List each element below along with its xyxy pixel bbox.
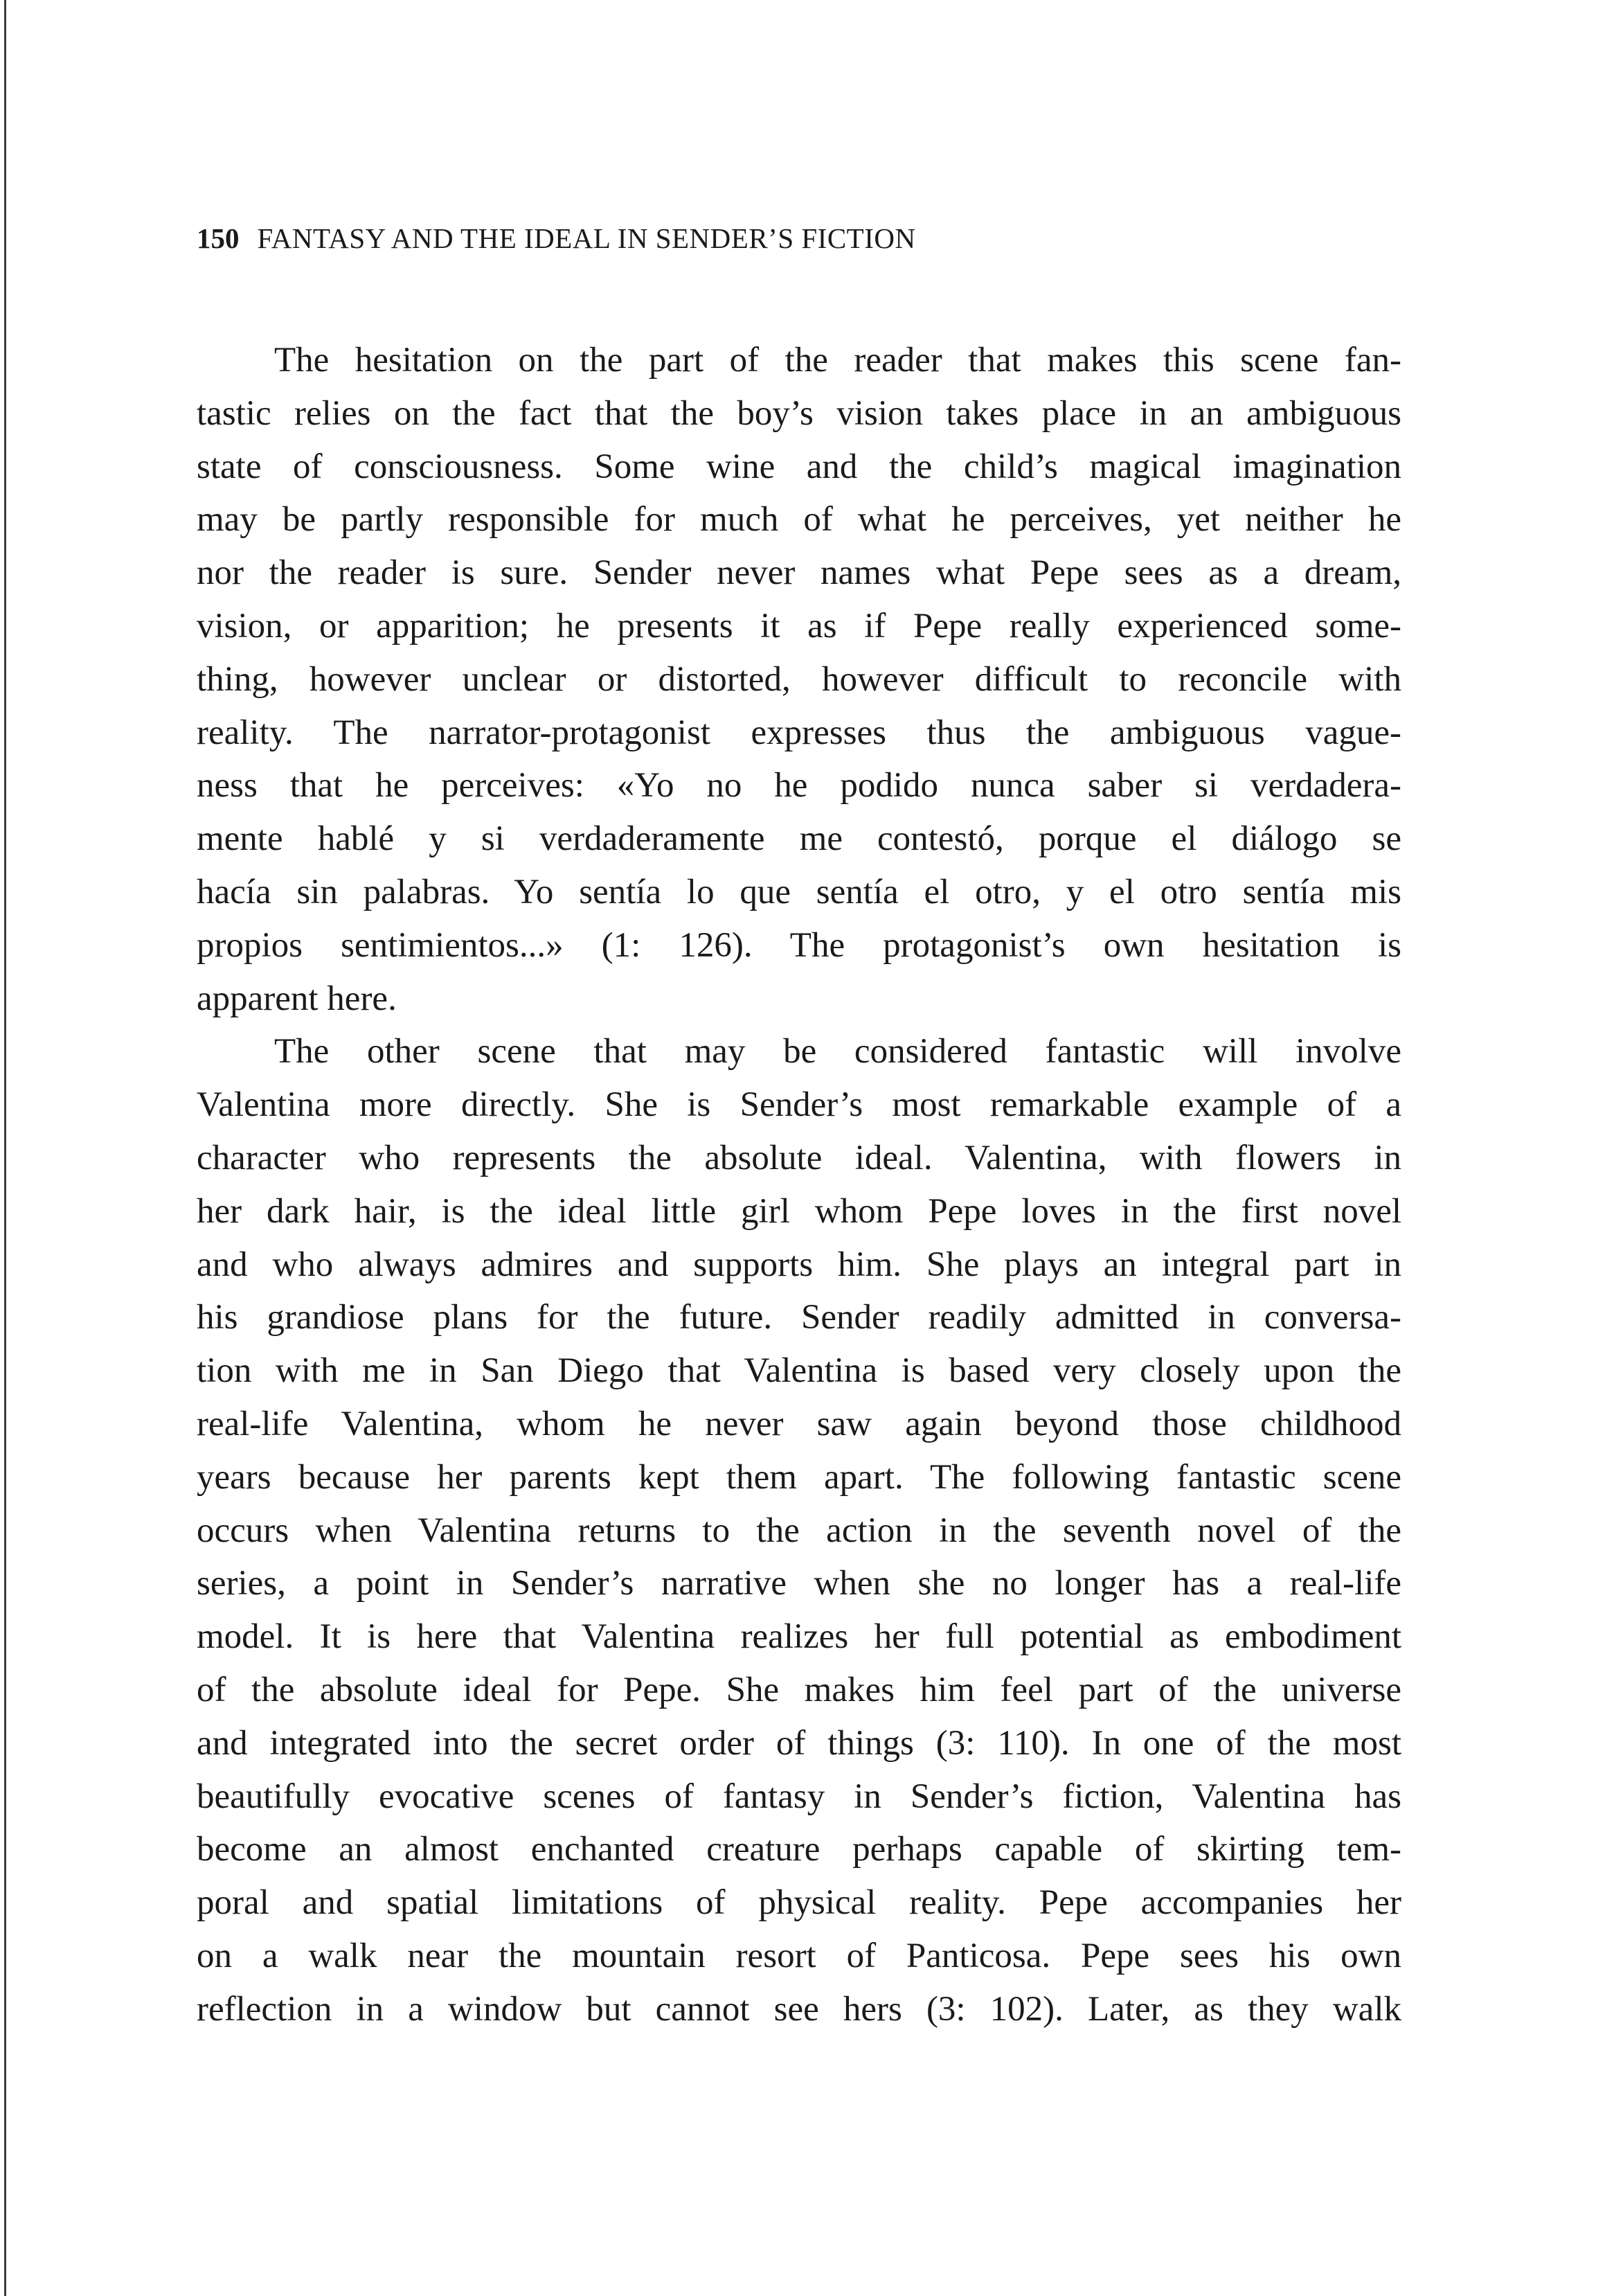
text-line: poral and spatial limitations of physical reality. Pepe accompanies her (197, 1883, 1401, 1923)
running-title: FANTASY AND THE IDEAL IN SENDER’S FICTION (257, 222, 916, 254)
text-line: and integrated into the secret order of things (3: 110). In one of the most (197, 1723, 1401, 1763)
text-line: ness that he perceives: «Yo no he podido nunca saber si verdadera- (197, 766, 1401, 806)
text-line: her dark hair, is the ideal little girl whom Pepe loves in the first novel (197, 1191, 1401, 1231)
text-line: his grandiose plans for the future. Sender readily admitted in conversa- (197, 1298, 1401, 1337)
text-line: reflection in a window but cannot see hers (3: 102). Later, as they walk (197, 1989, 1401, 2029)
text-line: real-life Valentina, whom he never saw again beyond those childhood (197, 1404, 1401, 1443)
running-head (197, 220, 916, 256)
text-line: mente hablé y si verdaderamente me contestó, porque el diálogo se (197, 819, 1401, 859)
text-line: and who always admires and supports him. She plays an integral part in (197, 1245, 1401, 1284)
scan-edge-line (4, 0, 6, 2296)
text-line: become an almost enchanted creature perhaps capable of skirting tem- (197, 1830, 1401, 1869)
text-line: years because her parents kept them apart. The following fantastic scene (197, 1457, 1401, 1497)
text-line: vision, or apparition; he presents it as if Pepe really experienced some- (197, 606, 1401, 646)
text-line: The hesitation on the part of the reader that makes this scene fan- (274, 341, 1401, 380)
text-line: may be partly responsible for much of what he perceives, yet neither he (197, 500, 1401, 540)
text-line: Valentina more directly. She is Sender’s most remarkable example of a (197, 1085, 1401, 1125)
text-line: hacía sin palabras. Yo sentía lo que sentía el otro, y el otro sentía mis (197, 872, 1401, 911)
text-line: model. It is here that Valentina realizes her full potential as embodiment (197, 1617, 1401, 1657)
text-line: tastic relies on the fact that the boy’s vision takes place in an ambiguous (197, 393, 1401, 433)
text-line: propios sentimientos...» (1: 126). The protagonist’s own hesitation is (197, 925, 1401, 965)
text-line: nor the reader is sure. Sender never names what Pepe sees as a dream, (197, 553, 1401, 593)
text-line: character who represents the absolute ideal. Valentina, with flowers in (197, 1138, 1401, 1177)
text-line: series, a point in Sender’s narrative when she no longer has a real-life (197, 1564, 1401, 1603)
text-line: The other scene that may be considered fantastic will involve (274, 1032, 1401, 1071)
text-line: occurs when Valentina returns to the action in the seventh novel of the (197, 1511, 1401, 1550)
text-line: reality. The narrator-protagonist expresses thus the ambiguous vague- (197, 713, 1401, 752)
body-text (197, 334, 1401, 2036)
page-number: 150 (197, 222, 240, 254)
text-line: tion with me in San Diego that Valentina is based very closely upon the (197, 1351, 1401, 1391)
text-line: of the absolute ideal for Pepe. She makes him feel part of the universe (197, 1670, 1401, 1709)
text-line: state of consciousness. Some wine and the child’s magical imagination (197, 447, 1401, 486)
text-line: on a walk near the mountain resort of Panticosa. Pepe sees his own (197, 1936, 1401, 1975)
text-line: thing, however unclear or distorted, however difficult to reconcile with (197, 659, 1401, 699)
text-line: apparent here. (197, 979, 397, 1018)
text-line: beautifully evocative scenes of fantasy in Sender’s fiction, Valentina has (197, 1777, 1401, 1816)
